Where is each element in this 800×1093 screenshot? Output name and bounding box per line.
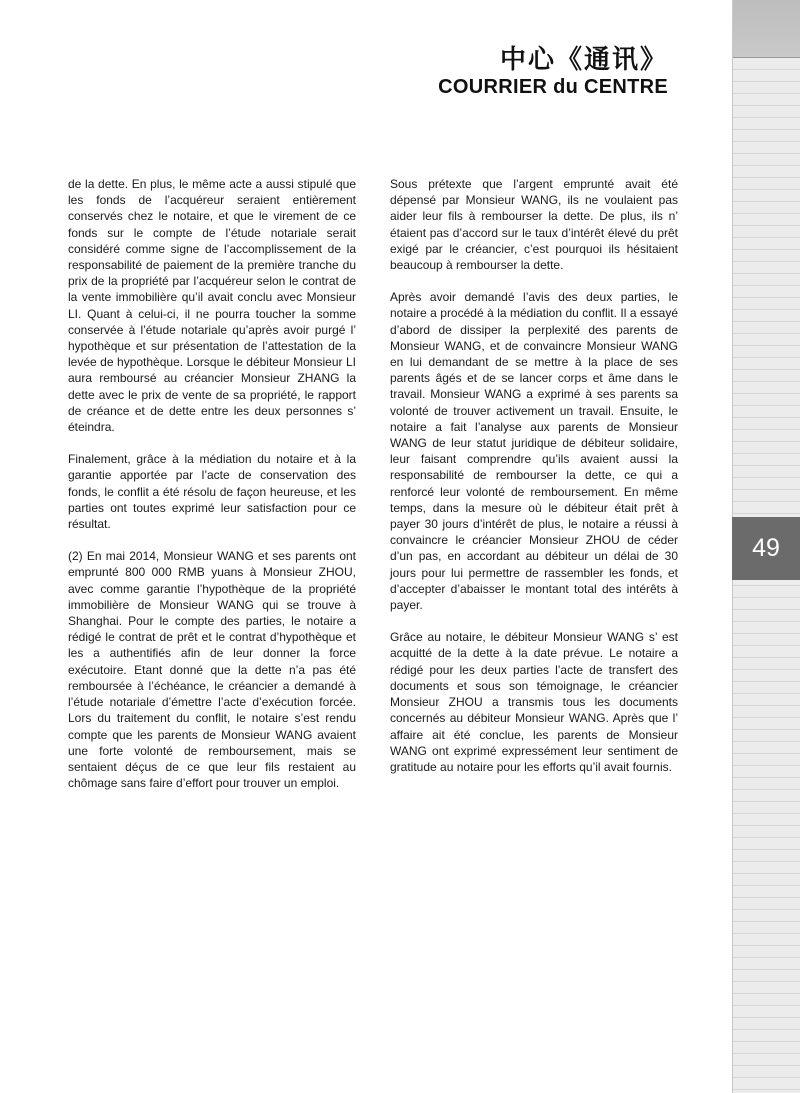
paragraph: Sous prétexte que l’argent emprunté avait été dépensé par Monsieur WANG, ils ne voulaient pas aider leur fils à rembourser la dette. De plus, ils n’ étaient pas d’accord sur le taux d’intérêt élevé du prêt exigé par le créancier, c’est pourquoi ils hésitaient beaucoup à rembourser la dette. — [390, 177, 678, 273]
left-text-column — [68, 176, 356, 807]
paragraph: de la dette. En plus, le même acte a aussi stipulé que les fonds de l’acquéreur seraient entièrement conservés chez le notaire, et que le virement de ce fonds sur le compte de l’étude notariale serait considéré comme signe de l’accomplissement de la responsabilité de paiement de la première tranche du prix de la propriété par l’acquéreur selon le contrat de la vente immobilière qu’il avait conclu avec Monsieur LI. Quant à celui-ci, il ne pourra toucher la somme conservée à l’étude notariale qu’après avoir purgé l’ hypothèque et sur présentation de l’attestation de la levée de hypothèque. Lorsque le débiteur Monsieur LI aura remboursé au créancier Monsieur ZHANG la dette avec le prix de vente de sa propriété, le rapport de créance et de dette entre les deux personnes s’ éteindra. — [68, 177, 356, 435]
paragraph: (2) En mai 2014, Monsieur WANG et ses parents ont emprunté 800 000 RMB yuans à Monsieur ZHOU, avec comme garantie l’hypothèque de la propriété immobilière de Monsieur WANG qui se trouve à Shanghai. Pour le compte des parties, le notaire a rédigé le contrat de prêt et le contrat d’hypothèque et les a authentifiés afin de leur donner la force exécutoire. Etant donné que la dette n’a pas été remboursée à l’échéance, le créancier a demandé à l’étude notariale d’émettre l’acte d’exécution forcée. Lors du traitement du conflit, le notaire s’est rendu compte que les parents de Monsieur WANG avaient une forte volonté de remboursement, mais se sentaient déçus de ce que leur fils restaient au chômage sans faire d’effort pour trouver un emploi. — [68, 549, 356, 791]
masthead — [438, 44, 668, 98]
masthead-title-chinese: 中心《通讯》 — [499, 45, 668, 75]
masthead-title-french: COURRIER du CENTRE — [438, 76, 668, 98]
side-strip-header-block — [733, 0, 800, 58]
paragraph: Finalement, grâce à la médiation du notaire et à la garantie apportée par l’acte de conservation des fonds, le conflit a été résolu de façon heureuse, et les parties ont toutes exprimé leur satisfaction pour ce résultat. — [68, 452, 356, 532]
page-number: 49 — [752, 534, 780, 562]
page-number-tab — [732, 517, 800, 580]
paragraph: Grâce au notaire, le débiteur Monsieur WANG s’ est acquitté de la dette à la date prévue. Le notaire a rédigé pour les deux parties l’acte de transfert des documents et sous son témoignage, le créancier Monsieur ZHOU a transmis tous les documents concernés au débiteur Monsieur WANG. Après que l’ affaire ait été conclue, les parents de Monsieur WANG ont exprimé expressément leur sentiment de gratitude au notaire pour les efforts qu’il avait fournis. — [390, 630, 678, 774]
right-text-column — [390, 176, 678, 791]
paragraph: Après avoir demandé l’avis des deux parties, le notaire a procédé à la médiation du conflit. Il a essayé d’abord de dissiper la perplexité des parents de Monsieur WANG, et de convaincre Monsieur WANG en lui demandant de se mettre à la place de ses parents âgés et de se lancer corps et âme dans le travail. Monsieur WANG a exprimé à ses parents sa volonté de trouver activement un travail. Ensuite, le notaire a fait l’analyse aux parents de Monsieur WANG de leur statut juridique de débiteur solidaire, leur faisant comprendre qu’ils avaient aussi la responsabilité de rembourser la dette, ce qui a renforcé leur volonté de remboursement. En même temps, dans la mesure où le débiteur était prêt à payer 30 jours d’intérêt de plus, le notaire a réussi à convaincre le créancier Monsieur ZHOU de céder d’un pas, en accordant au débiteur un délai de 30 jours pour lui permettre de rassembler les fonds, et d’accepter d’abaisser le montant total des intérêts à payer. — [390, 290, 678, 613]
